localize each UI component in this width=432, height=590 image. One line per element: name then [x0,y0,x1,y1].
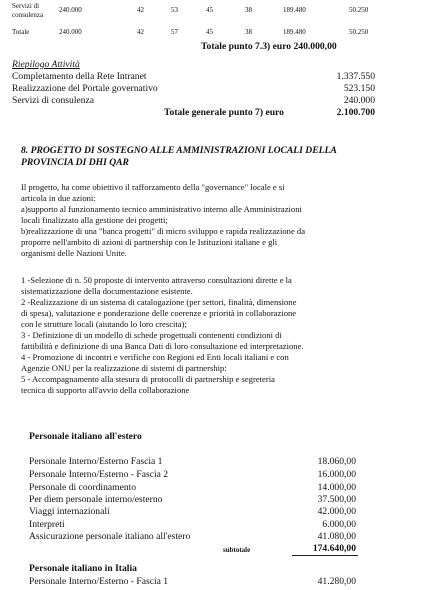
cost-value: 18.060,00 [317,456,356,467]
table-cell: 53 [171,6,178,14]
cost-value: 41.280,00 [317,576,356,587]
table-row-label: Totale [12,28,30,36]
cost-label: Personale Interno/Esterno - Fascia 1 [29,576,169,587]
riepilogo-label: Realizzazione del Portale governativo [12,83,158,94]
list-item: Agenzie ONU per la realizzazione di sistemi di partnership: [21,363,227,373]
cost-label: Interpreti [29,519,65,530]
list-item: sistematizzazione della documentazione esistente. [21,286,193,296]
riepilogo-label: Completamento della Rete Intranet [12,71,147,82]
cost-label: Per diem personale interno/esterno [29,494,163,505]
table-cell: 50.250 [349,28,369,36]
table-cell: 189.480 [283,28,306,36]
paragraph-line: organismi delle Nazioni Unite. [21,248,127,258]
riepilogo-heading: Riepilogo Attività [12,59,80,70]
table-row-label: Servizi di [12,2,40,10]
cost-value: 37.500,00 [317,494,356,505]
table-cell: 45 [206,6,213,14]
riepilogo-label: Servizi di consulenza [12,95,95,106]
cost-label: Personale di coordinamento [29,482,137,493]
table-cell: 45 [206,28,213,36]
paragraph-line: proporre nell'ambito di azioni di partnership con le Istituzioni italiane e gli [21,237,278,247]
cost-value: 41.080,00 [317,531,356,542]
cost-label: Assicurazione personale italiano all'estero [29,531,191,542]
table-row-label: consulenza [12,11,44,19]
paragraph-line: articola in due azioni: [21,193,96,203]
paragraph-line: b)realizzazione di una "banca progetti" di micro sviluppo e rapida realizzazione da [21,226,306,236]
table-cell: 240.000 [59,28,82,36]
list-item: tecnica di supporto all'avvio della collaborazione [21,385,190,395]
riepilogo-value: 240.000 [343,95,375,106]
cost-value: 16.000,00 [317,469,356,480]
table-cell: 38 [245,28,252,36]
cost-label: Personale Interno/Esterno - Fascia 2 [29,469,169,480]
cost-label: Viaggi internazionali [29,506,110,517]
riepilogo-total-value: 2.100.700 [336,107,375,118]
cost-value: 42.000,00 [317,506,356,517]
list-item: di spesa), valutazione e ponderazione delle coerenze e priorità in collaborazione [21,308,297,318]
cost-value: 14.000,00 [317,482,356,493]
section-title: PROVINCIA DI DHI QAR [21,157,129,168]
list-item: 4 - Promozione di incontri e verifiche con Regioni ed Enti locali italiani e con [21,352,289,362]
riepilogo-value: 1.337.550 [336,71,375,82]
table-cell: 189.480 [283,6,306,14]
table-cell: 50.250 [349,6,369,14]
table-cell: 38 [245,6,252,14]
section-heading: Personale italiano in Italia [29,563,137,574]
list-item: 5 - Accompagnamento alla stesura di protocolli di partnership e segreteria [21,374,275,384]
cost-label: Personale Interno/Esterno Fascia 1 [29,456,163,467]
list-item: 3 - Definizione di un modello di schede progettuali contenenti condizioni di [21,330,282,340]
subtotal-value: 174.640,00 [312,543,356,554]
table-cell: 42 [137,6,144,14]
paragraph-line: a)supporto al funzionamento tecnico amministrativo interno alle Amministrazioni [21,204,302,214]
paragraph-line: locali finalizzato alla gestione dei progetti; [21,215,168,225]
table-total-line: Totale punto 7.3) euro 240.000,00 [201,41,337,52]
list-item: 1 -Selezione di n. 50 proposte di intervento attraverso consultazioni dirette e la [21,275,292,285]
riepilogo-value: 523.150 [343,83,375,94]
riepilogo-total-label: Totale generale punto 7) euro [164,107,284,118]
list-item: fattibilità e definizione di una Banca Dati di loro consultazione ed interpretazione. [21,341,304,351]
paragraph-line: Il progetto, ha come obiettivo il rafforzamento della "governance" locale e si [21,182,285,192]
list-item: con le strutture locali (aiutando lo loro crescita); [21,319,187,329]
section-title: 8. PROGETTO DI SOSTEGNO ALLE AMMINISTRAZIONI LOCALI DELLA [21,145,337,156]
cost-value: 6.000,00 [322,519,356,530]
table-cell: 42 [137,28,144,36]
section-heading: Personale italiano all'estero [29,431,142,442]
table-cell: 57 [171,28,178,36]
subtotal-label: subtotale [223,546,251,554]
list-item: 2 -Realizzazione di un sistema di catalogazione (per settori, finalità, dimensione [21,297,297,307]
table-cell: 240.000 [59,6,82,14]
subtotal-underline [292,555,358,556]
